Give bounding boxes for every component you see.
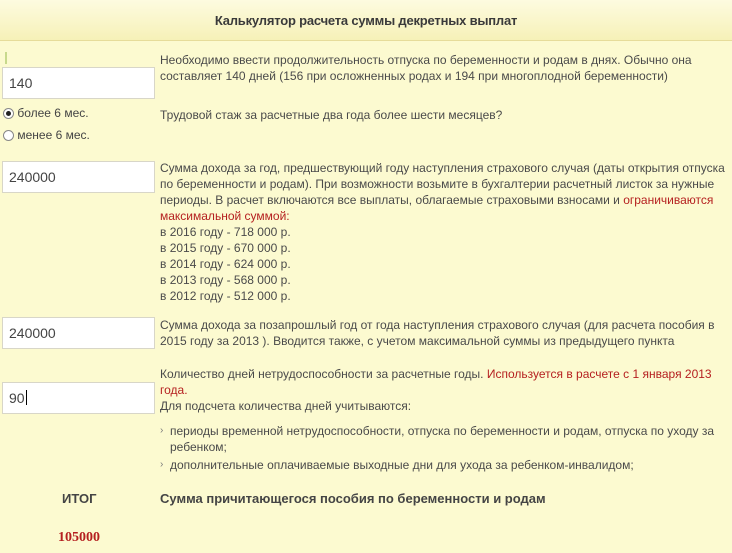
experience-option-less-label: менее 6 мес. xyxy=(17,128,90,142)
sick-days-bullet-list xyxy=(160,423,725,475)
list-item-text: дополнительные оплачиваемые выходные дни для ухода за ребенком-инвалидом; xyxy=(170,458,634,472)
experience-option-less[interactable] xyxy=(3,128,90,142)
income-prev-limit-note: ограничиваются максимальной суммой: xyxy=(160,193,714,223)
limit-2012: в 2012 году - 512 000 р. xyxy=(160,289,291,303)
limit-2015: в 2015 году - 670 000 р. xyxy=(160,241,291,255)
calculator-header xyxy=(0,0,732,41)
radio-unselected-icon[interactable] xyxy=(3,130,14,141)
limit-2013: в 2013 году - 568 000 р. xyxy=(160,273,291,287)
list-item-text: периоды временной нетрудоспособности, отпуска по беременности и родам, отпуска по уходу за ребенком; xyxy=(170,424,715,454)
limit-2016: в 2016 году - 718 000 р. xyxy=(160,225,291,239)
days-input[interactable]: 140 xyxy=(2,67,155,99)
sick-days-text: Количество дней нетрудоспособности за расчетные годы. xyxy=(160,367,487,381)
income-prev-input[interactable]: 240000 xyxy=(2,161,155,193)
sick-days-input[interactable] xyxy=(2,382,155,414)
income-prev2-input[interactable]: 240000 xyxy=(2,317,155,349)
chevron-right-icon: › xyxy=(160,425,164,436)
list-item xyxy=(160,423,725,455)
income-prev2-description: Сумма дохода за позапрошлый год от года наступления страхового случая (для расчета пособия в 2015 году за 2013 ). Вводится также, с учетом максимальной суммы из предыдущего пункта xyxy=(160,318,715,348)
experience-description: Трудовой стаж за расчетные два года более шести месяцев? xyxy=(160,108,503,122)
experience-option-more-label: более 6 мес. xyxy=(17,106,89,120)
chevron-right-icon: › xyxy=(160,459,164,470)
list-item xyxy=(160,457,725,473)
experience-option-more[interactable] xyxy=(3,106,89,120)
total-value: 105000 xyxy=(58,530,100,545)
sick-days-usage-note: Используется в расчете с 1 января 2013 года. xyxy=(160,367,712,397)
total-description: Сумма причитающегося пособия по беременности и родам xyxy=(160,491,546,506)
radio-selected-icon[interactable] xyxy=(3,108,14,119)
sick-days-value: 90 xyxy=(9,390,25,406)
income-prev-text: Сумма дохода за год, предшествующий году наступления страхового случая (даты открытия отпуска по беременности и родам). При возможности возьмите в бухгалтерии расчетный листок за нужные периоды. В расчет включаются все выплаты, облагаемые страховыми взносами и xyxy=(160,161,725,207)
sick-days-description xyxy=(160,366,725,414)
limit-2014: в 2014 году - 624 000 р. xyxy=(160,257,291,271)
text-caret xyxy=(26,390,27,405)
days-description: Необходимо ввести продолжительность отпуска по беременности и родам в днях. Обычно она составляет 140 дней (156 при осложненных родах и 194 при многоплодной беременности) xyxy=(160,53,692,83)
total-label: ИТОГ xyxy=(62,491,97,506)
income-prev-description xyxy=(160,160,725,304)
field-marker xyxy=(5,52,7,64)
sick-days-includes-label: Для подсчета количества дней учитываются: xyxy=(160,399,412,413)
calculator-title: Калькулятор расчета суммы декретных выплат xyxy=(214,13,518,28)
